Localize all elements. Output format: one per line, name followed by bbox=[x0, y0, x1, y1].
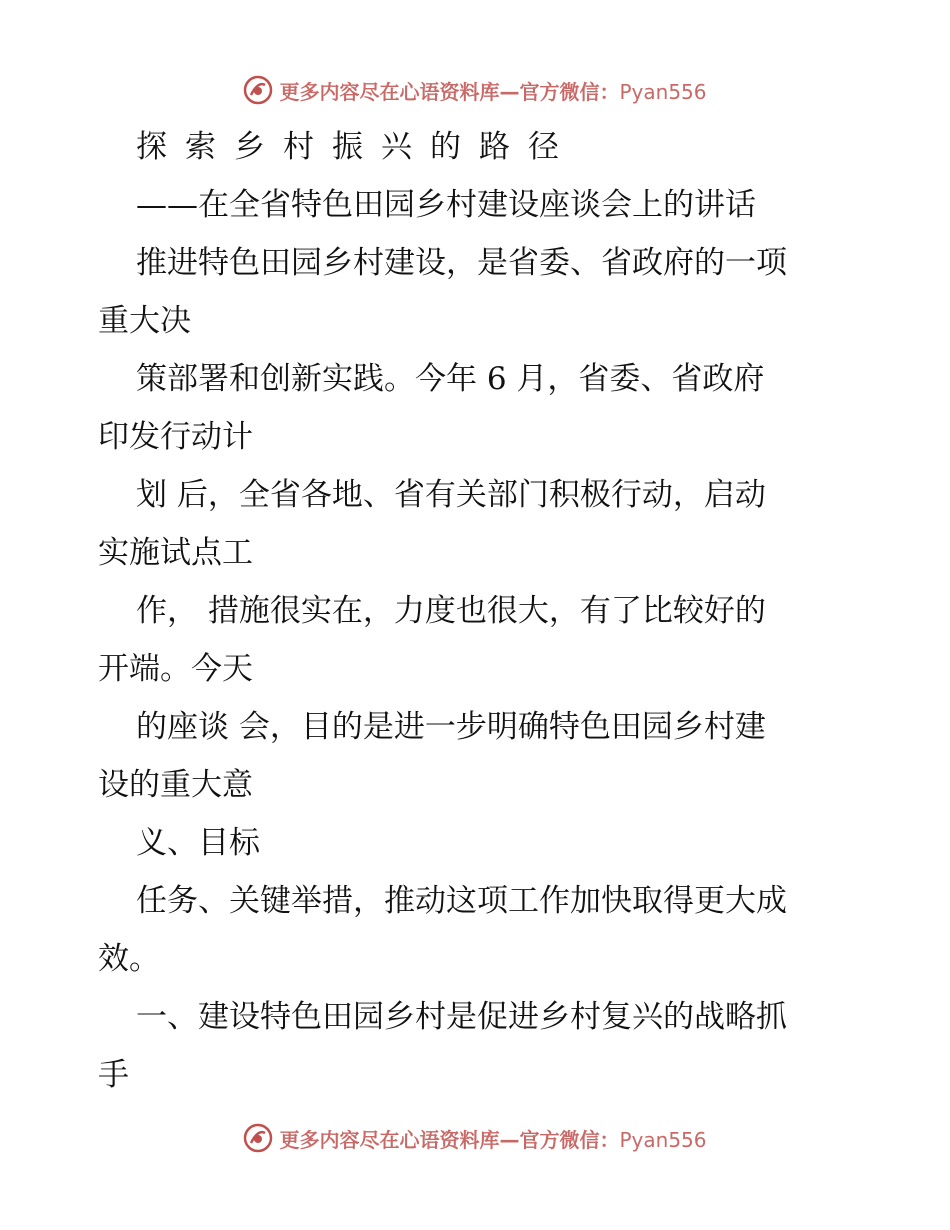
paragraph-line: 设的重大意 bbox=[98, 767, 253, 803]
document-subtitle: ——在全省特色田园乡村建设座谈会上的讲话 bbox=[136, 187, 756, 223]
paragraph-line: 策部署和创新实践。今年 6 月，省委、省政府 bbox=[136, 361, 765, 397]
paragraph-line: 划 后，全省各地、省有关部门积极行动，启动 bbox=[136, 477, 766, 513]
document-title: 探索乡村振兴的路径 bbox=[136, 129, 577, 165]
seal-logo-icon bbox=[243, 1123, 273, 1153]
paragraph-line: 实施试点工 bbox=[98, 535, 253, 571]
paragraph-line: 义、目标 bbox=[136, 825, 260, 861]
paragraph-line: 手 bbox=[98, 1057, 129, 1093]
paragraph-line: 推进特色田园乡村建设，是省委、省政府的一项 bbox=[136, 245, 787, 281]
paragraph-line: 作， 措施很实在，力度也很大，有了比较好的 bbox=[136, 593, 766, 629]
paragraph-line: 印发行动计 bbox=[98, 419, 253, 455]
paragraph-line: 效。 bbox=[98, 941, 160, 977]
header-banner-text: 更多内容尽在心语资料库—官方微信：Pyan556 bbox=[279, 79, 707, 104]
footer-banner-text: 更多内容尽在心语资料库—官方微信：Pyan556 bbox=[279, 1127, 707, 1152]
paragraph-line: 重大决 bbox=[98, 303, 191, 339]
footer-banner bbox=[0, 1118, 950, 1158]
paragraph-line: 开端。今天 bbox=[98, 651, 253, 687]
section-heading: 一、建设特色田园乡村是促进乡村复兴的战略抓 bbox=[136, 999, 787, 1035]
paragraph-line: 的座谈 会，目的是进一步明确特色田园乡村建 bbox=[136, 709, 766, 745]
paragraph-line: 任务、关键举措，推动这项工作加快取得更大成 bbox=[136, 883, 787, 919]
